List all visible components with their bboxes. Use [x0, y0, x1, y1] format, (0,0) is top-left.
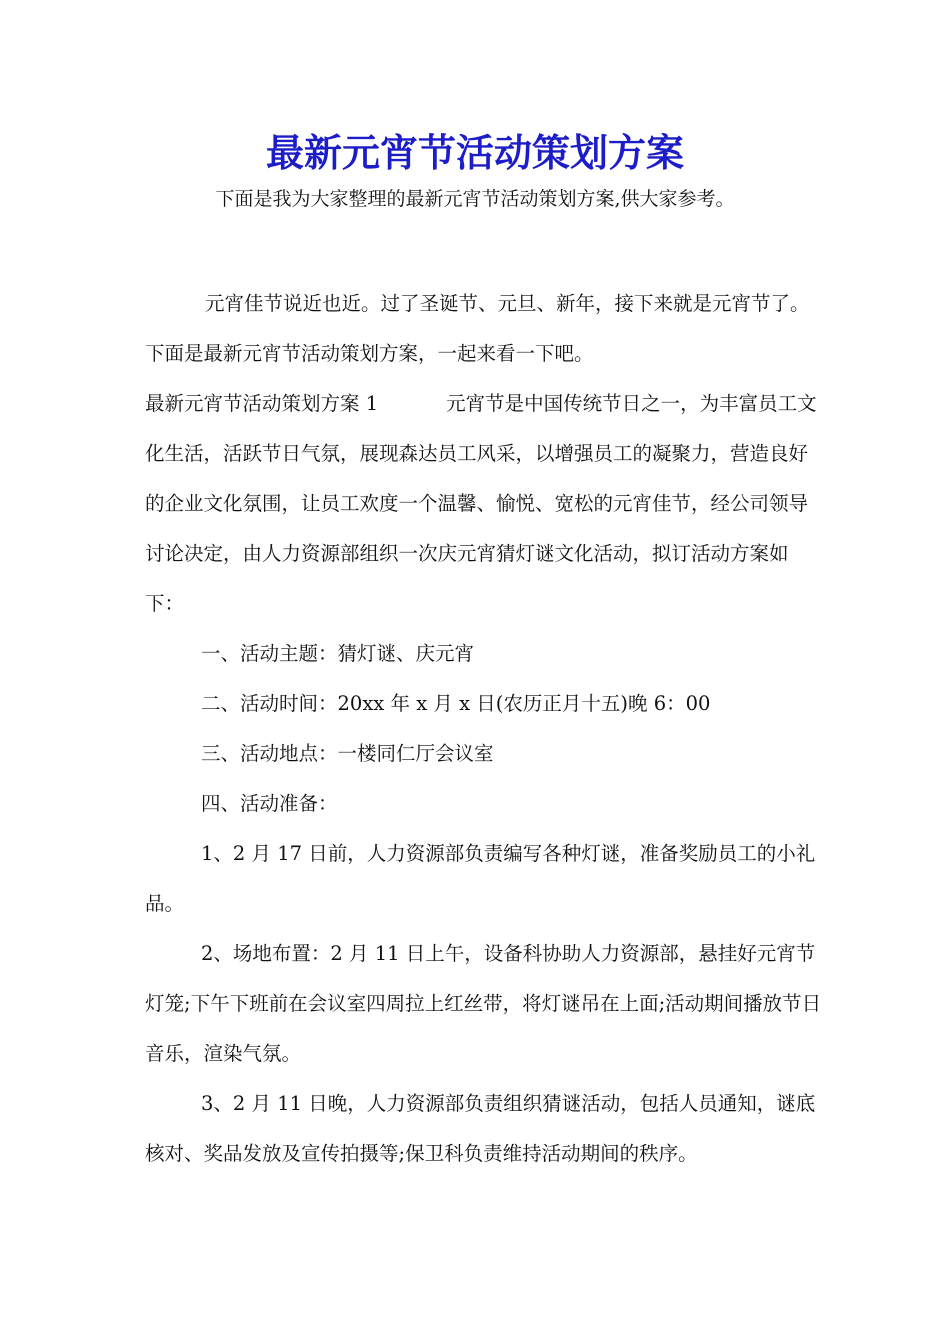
item-prep: 四、活动准备：: [201, 792, 338, 815]
item-theme: 一、活动主题：猜灯谜、庆元宵: [201, 642, 475, 665]
prep-item-3: 3、2 月 11 日晚，人力资源部负责组织猜谜活动，包括人员通知，谜底核对、奖品发放及宣传拍摄等;保卫科负责维持活动期间的秩序。: [145, 1092, 816, 1165]
item-time: 二、活动时间：20xx 年 x 月 x 日(农历正月十五)晚 6：00: [201, 692, 711, 715]
item-place: 三、活动地点：一楼同仁厅会议室: [201, 742, 494, 765]
document-title: 最新元宵节活动策划方案: [265, 130, 684, 175]
prep-item-1: 1、2 月 17 日前，人力资源部负责编写各种灯谜，准备奖励员工的小礼品。: [145, 842, 816, 915]
section-1-paragraph: [145, 379, 825, 629]
document-subtitle: 下面是我为大家整理的最新元宵节活动策划方案,供大家参考。: [215, 188, 735, 210]
intro-paragraph: 元宵佳节说近也近。过了圣诞节、元旦、新年，接下来就是元宵节了。下面是最新元宵节活动策划方案，一起来看一下吧。: [145, 292, 810, 365]
section-1-text: 元宵节是中国传统节日之一，为丰富员工文化生活，活跃节日气氛，展现森达员工风采，以增强员工的凝聚力，营造良好的企业文化氛围，让员工欢度一个温馨、愉悦、宽松的元宵佳节，经公司领导讨论决定，由人力资源部组织一次庆元宵猜灯谜文化活动，拟订活动方案如下：: [145, 392, 817, 615]
prep-item-2: 2、场地布置：2 月 11 日上午，设备科协助人力资源部，悬挂好元宵节灯笼;下午下班前在会议室四周拉上红丝带，将灯谜吊在上面;活动期间播放节日音乐，渲染气氛。: [145, 942, 822, 1065]
document-body: [145, 279, 825, 1179]
section-1-heading: 最新元宵节活动策划方案 1: [145, 392, 379, 415]
